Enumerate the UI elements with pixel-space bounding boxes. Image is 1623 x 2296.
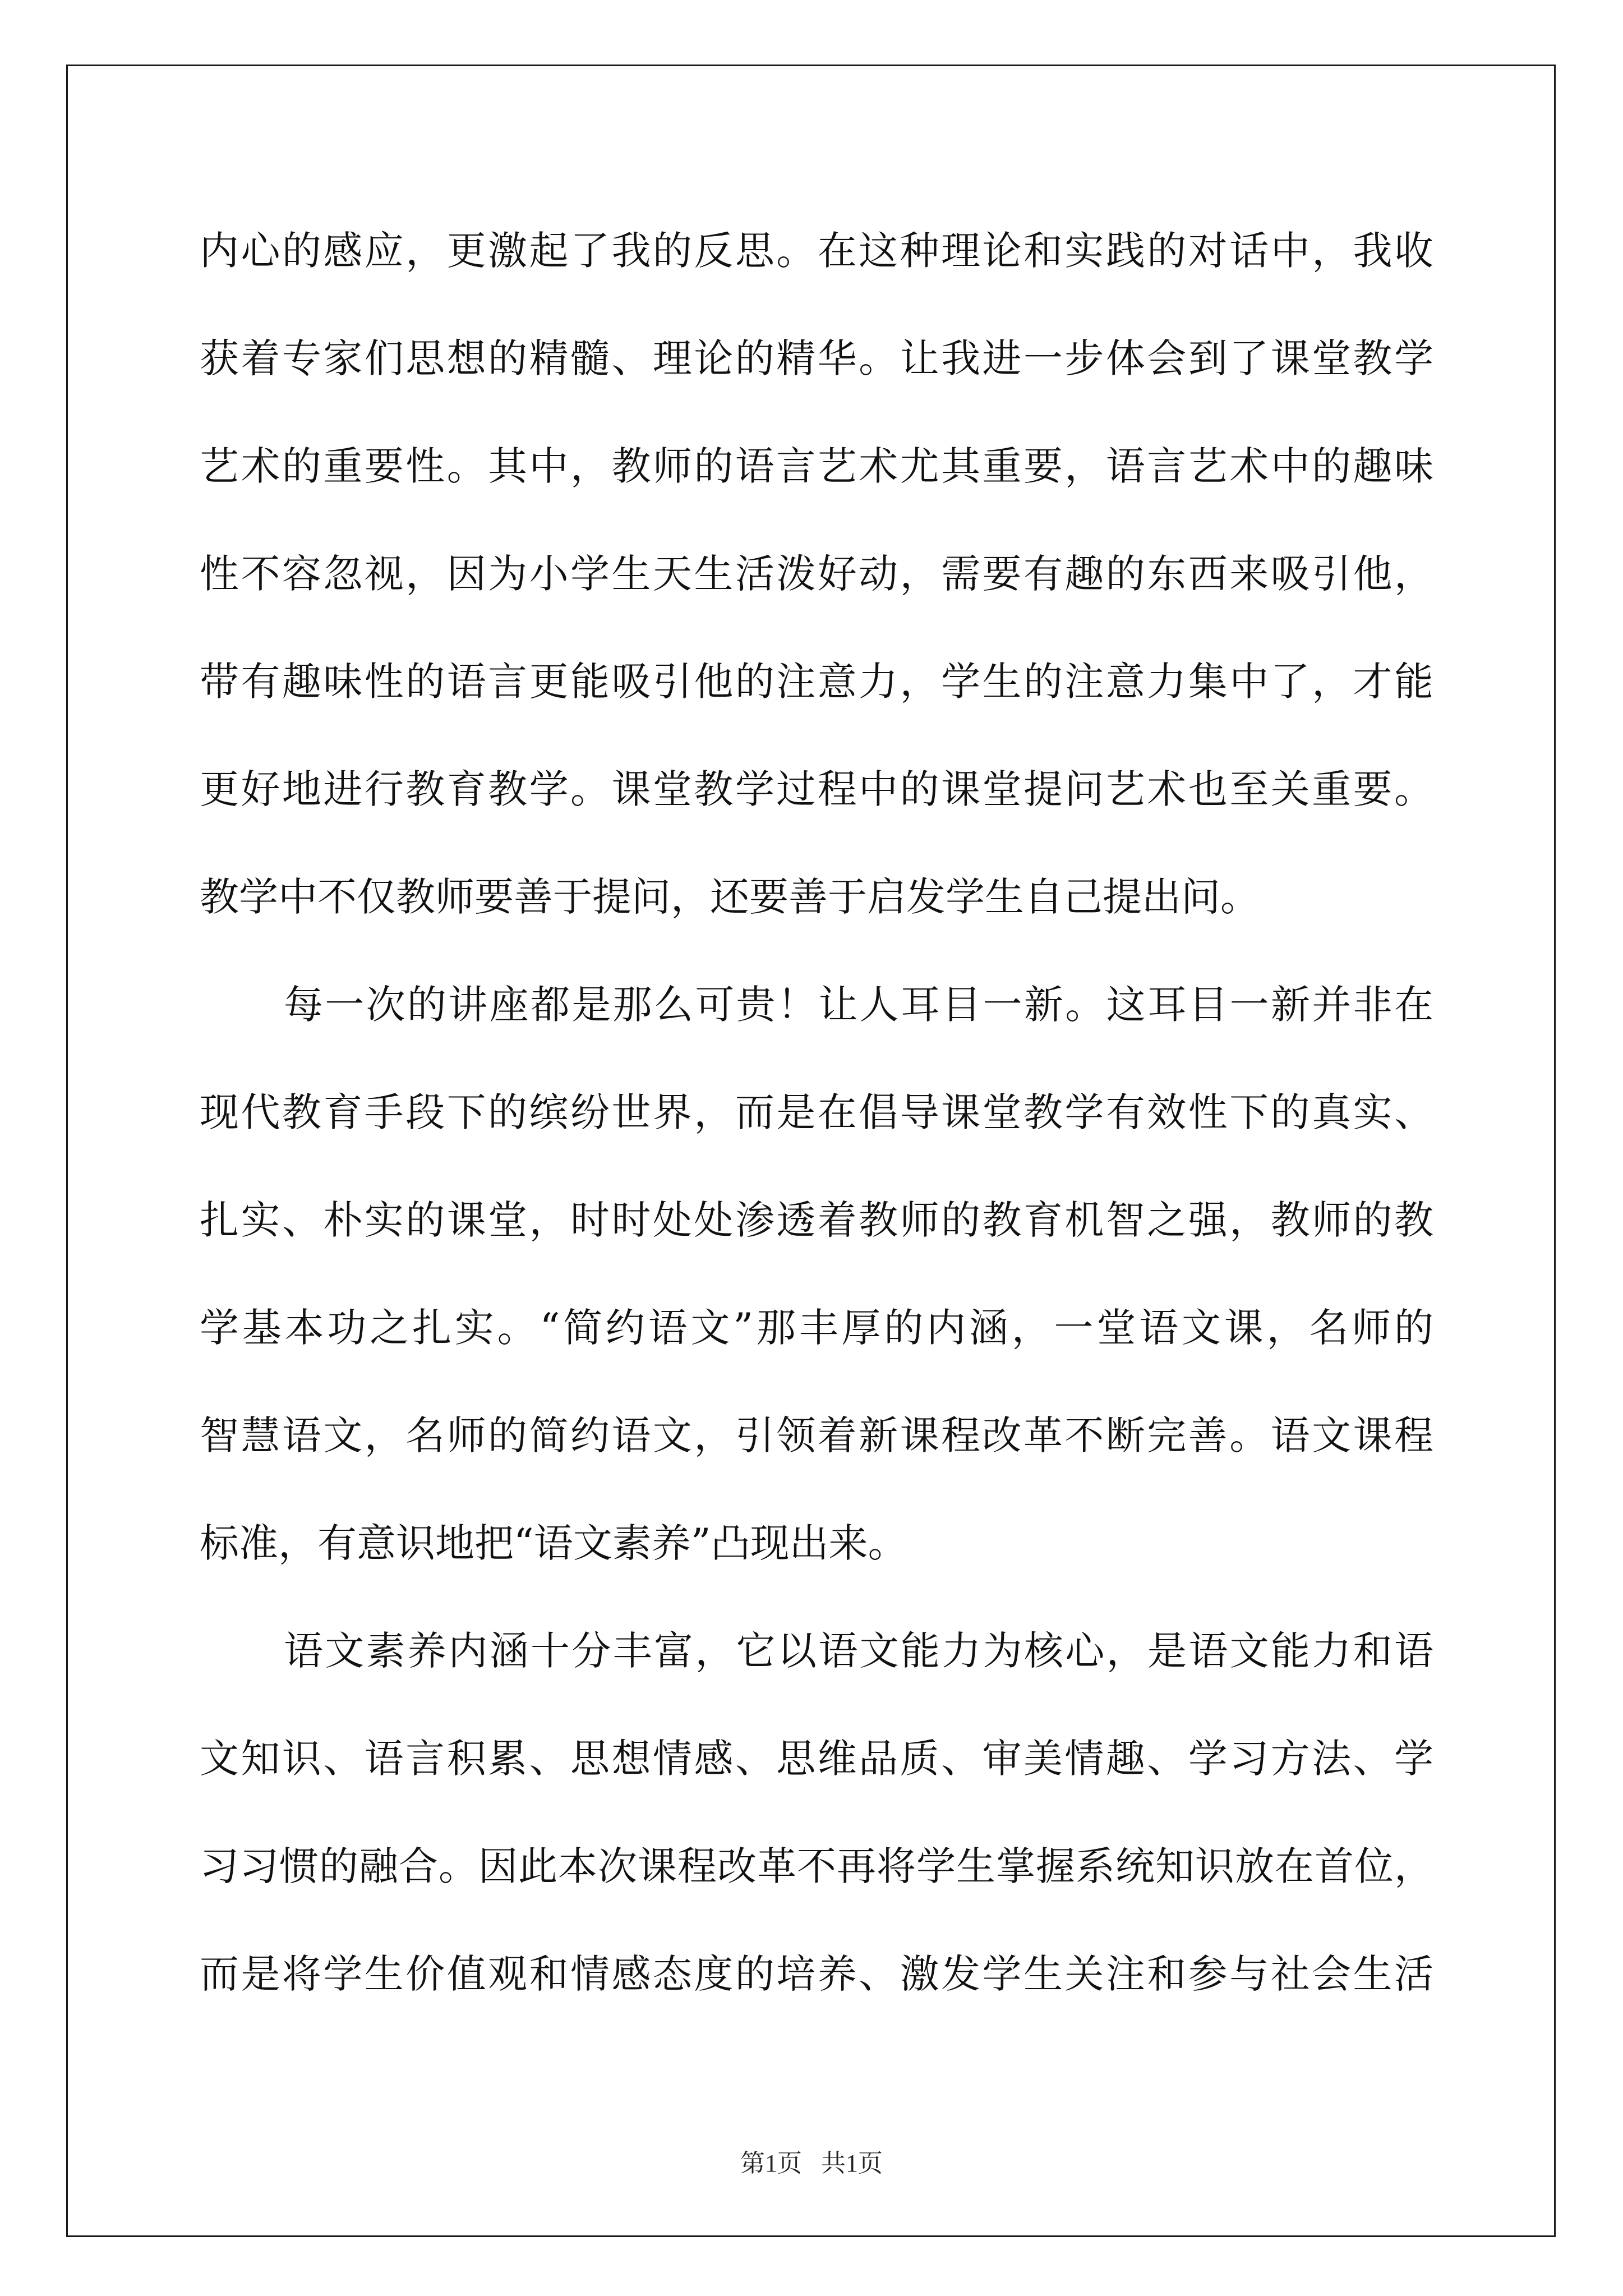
text-line: 艺术的重要性。其中，教师的语言艺术尤其重要，语言艺术中的趣味 (200, 443, 1433, 489)
text-line: 智慧语文，名师的简约语文，引领着新课程改革不断完善。语文课程 (200, 1412, 1433, 1458)
text-line: 每一次的讲座都是那么可贵！让人耳目一新。这耳目一新并非在 (284, 982, 1433, 1028)
text-line: 文知识、语言积累、思想情感、思维品质、审美情趣、学习方法、学 (200, 1736, 1433, 1782)
text-line: 而是将学生价值观和情感态度的培养、激发学生关注和参与社会生活 (200, 1951, 1433, 1997)
text-line: 学基本功之扎实。“简约语文”那丰厚的内涵，一堂语文课，名师的 (200, 1305, 1433, 1351)
text-line: 教学中不仅教师要善于提问，还要善于启发学生自己提出问。 (200, 874, 1260, 920)
text-line: 性不容忽视，因为小学生天生活泼好动，需要有趣的东西来吸引他， (200, 551, 1433, 597)
text-line: 标准，有意识地把“语文素养”凸现出来。 (200, 1520, 907, 1566)
page-number: 第1页 (740, 2150, 802, 2177)
document-body (200, 219, 1433, 2050)
text-line: 内心的感应，更激起了我的反思。在这种理论和实践的对话中，我收 (200, 228, 1433, 274)
text-line: 现代教育手段下的缤纷世界，而是在倡导课堂教学有效性下的真实、 (200, 1089, 1433, 1135)
text-line: 更好地进行教育教学。课堂教学过程中的课堂提问艺术也至关重要。 (200, 766, 1433, 812)
text-line: 习习惯的融合。因此本次课程改革不再将学生掌握系统知识放在首位， (200, 1843, 1433, 1889)
page-footer (0, 2143, 1623, 2179)
text-line: 获着专家们思想的精髓、理论的精华。让我进一步体会到了课堂教学 (200, 335, 1433, 381)
text-line: 扎实、朴实的课堂，时时处处渗透着教师的教育机智之强，教师的教 (200, 1197, 1433, 1243)
text-line: 语文素养内涵十分丰富，它以语文能力为核心，是语文能力和语 (284, 1628, 1433, 1674)
text-line: 带有趣味性的语言更能吸引他的注意力，学生的注意力集中了，才能 (200, 659, 1433, 705)
page-total: 共1页 (821, 2150, 883, 2177)
